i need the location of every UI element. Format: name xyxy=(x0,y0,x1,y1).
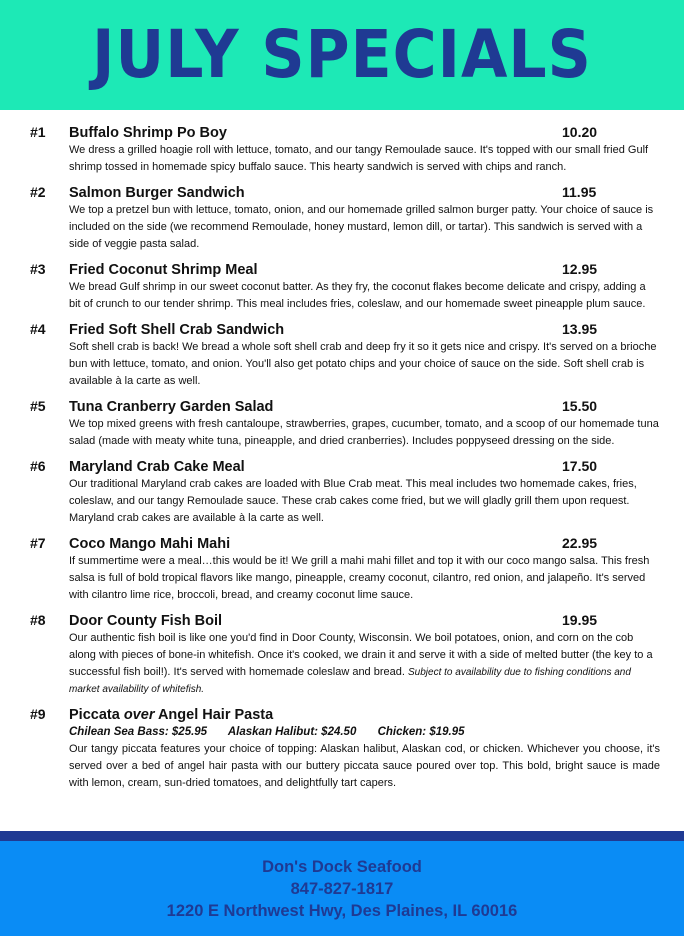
item-number: #2 xyxy=(30,184,46,200)
item-number: #1 xyxy=(30,124,46,140)
item-name-part: Piccata xyxy=(69,707,124,723)
phone-number: 847-827-1817 xyxy=(290,879,394,898)
item-price: 15.50 xyxy=(562,398,598,414)
item-description: Our traditional Maryland crab cakes are loaded with Blue Crab meat. This meal includes two homemade cakes, fries, coleslaw, and our tangy Remoulade sauce. These crab cakes come fried, but we will gladly grill them upon request. Maryland crab cakes are available à la carte as well. xyxy=(69,478,637,524)
page-title: JULY SPECIALS xyxy=(92,16,592,94)
footer xyxy=(0,841,684,936)
special-item xyxy=(30,321,660,390)
topping-price: Chicken: $19.95 xyxy=(377,726,465,738)
item-price: 12.95 xyxy=(562,261,598,277)
item-number: #8 xyxy=(30,612,46,628)
item-price: 10.20 xyxy=(562,124,598,140)
item-number: #3 xyxy=(30,261,46,277)
item-price: 13.95 xyxy=(562,321,598,337)
restaurant-name: Don's Dock Seafood xyxy=(262,857,422,876)
item-number: #9 xyxy=(30,706,46,722)
item-name: Maryland Crab Cake Meal xyxy=(69,459,245,475)
item-description-text: Our authentic fish boil is like one you'd find in Door County, Wisconsin. We boil potatoes, onion, and corn on the cob along with pieces of bone-in whitefish. Once it's cooked, we drain it and serve it with a side of melted butter (the key to a successful fish boil!). It's served with homemade coleslaw and bread. xyxy=(69,632,653,678)
item-description xyxy=(69,630,660,698)
special-item xyxy=(30,124,660,176)
special-item xyxy=(30,535,660,604)
item-description: We top mixed greens with fresh cantaloupe, strawberries, grapes, cucumber, tomato, and a scoop of our homemade tuna salad (made with meaty white tuna, pineapple, and dried cranberries). Includes poppyseed dressing on the side. xyxy=(69,418,659,447)
special-item xyxy=(30,261,660,313)
item-description: We bread Gulf shrimp in our sweet coconut batter. As they fry, the coconut flakes become delicate and crispy, adding a bit of crunch to our tender shrimp. This meal includes fries, coleslaw, and our homemade sweet pineapple plum sauce. xyxy=(69,281,646,310)
item-name-part: Angel Hair Pasta xyxy=(154,707,274,723)
availability-note: Subject to availability due to fishing conditions and market availability of whitefish. xyxy=(69,667,631,695)
item-description: Soft shell crab is back! We bread a whole soft shell crab and deep fry it so it gets nice and crispy. It's served on a brioche bun with lettuce, tomato, and onion. You'll also get potato chips and your choice of sauce on the side. Soft shell crab is available à la carte as well. xyxy=(69,341,657,387)
topping-price: Alaskan Halibut: $24.50 xyxy=(227,726,357,738)
specials-list xyxy=(30,124,660,800)
item-name: Tuna Cranberry Garden Salad xyxy=(69,399,274,415)
item-name: Salmon Burger Sandwich xyxy=(69,185,245,201)
special-item xyxy=(30,612,660,698)
item-description: We top a pretzel bun with lettuce, tomato, onion, and our homemade grilled salmon burger patty. Your choice of sauce is included on the side (we recommend Remoulade, honey mustard, lemon dill, or tartar). This sandwich is served with a side of veggie pasta salad. xyxy=(69,204,654,250)
item-description: We dress a grilled hoagie roll with lettuce, tomato, and our tangy Remoulade sauce. It's topped with our small fried Gulf shrimp tossed in homemade spicy buffalo sauce. This hearty sandwich is served with chips and ranch. xyxy=(69,144,649,173)
item-number: #6 xyxy=(30,458,46,474)
special-item xyxy=(30,184,660,253)
item-number: #5 xyxy=(30,398,46,414)
address: 1220 E Northwest Hwy, Des Plaines, IL 60016 xyxy=(166,901,518,920)
topping-price: Chilean Sea Bass: $25.95 xyxy=(69,726,208,738)
item-name-emphasis: over xyxy=(123,707,155,723)
item-description: If summertime were a meal…this would be it! We grill a mahi mahi fillet and top it with our coco mango salsa. This fresh salsa is full of bold tropical flavors like mango, pineapple, creamy coconut, cilantro, red onion, and jalapeño. It's served with cilantro lime rice, broccoli, bread, and creamy coconut lime sauce. xyxy=(69,555,650,601)
item-price: 17.50 xyxy=(562,458,598,474)
special-item xyxy=(30,706,660,792)
special-item xyxy=(30,398,660,450)
item-price: 11.95 xyxy=(562,184,597,200)
item-name: Door County Fish Boil xyxy=(69,613,223,629)
item-name: Fried Coconut Shrimp Meal xyxy=(69,262,258,278)
item-name: Buffalo Shrimp Po Boy xyxy=(69,125,227,141)
topping-prices xyxy=(69,724,660,741)
item-name xyxy=(69,706,660,724)
item-number: #4 xyxy=(30,321,46,337)
special-item xyxy=(30,458,660,527)
item-price: 19.95 xyxy=(562,612,598,628)
footer-divider xyxy=(0,831,684,841)
item-name: Coco Mango Mahi Mahi xyxy=(69,536,231,552)
item-description: Our tangy piccata features your choice of topping: Alaskan halibut, Alaskan cod, or chicken. Whichever you choose, it's served over a bed of angel hair pasta with our buttery piccata sauce poured over top. This bold, bright sauce is made with lemon, cream, sun-dried tomatoes, and delightfully tart capers. xyxy=(69,743,660,789)
item-number: #7 xyxy=(30,535,46,551)
header-banner xyxy=(0,0,684,110)
item-price: 22.95 xyxy=(562,535,598,551)
item-name: Fried Soft Shell Crab Sandwich xyxy=(69,322,285,338)
